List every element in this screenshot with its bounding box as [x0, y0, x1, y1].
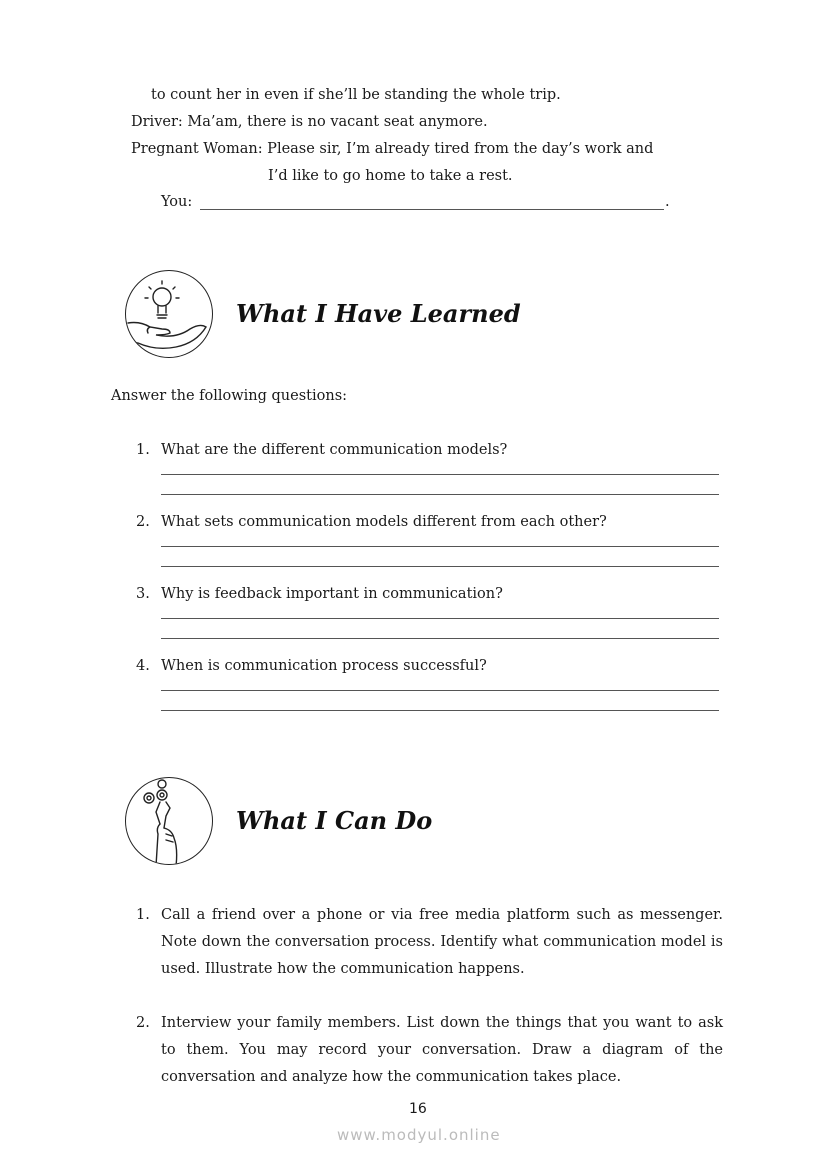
task-number: 2.: [136, 1015, 150, 1031]
answer-line[interactable]: [161, 710, 719, 711]
task-paragraph: [161, 902, 723, 983]
answer-line[interactable]: [200, 209, 664, 210]
task-line: Interview your family members. List down the things that you want to ask: [161, 1015, 723, 1031]
task-number: 1.: [136, 907, 150, 923]
section-title-can-do: What I Can Do: [236, 806, 433, 835]
answer-line-end: .: [665, 194, 670, 210]
section-title-learned: What I Have Learned: [236, 299, 521, 328]
dialogue-line: I’d like to go home to take a rest.: [268, 168, 513, 184]
question-text: When is communication process successful?: [161, 658, 487, 674]
task-line: used. Illustrate how the communication happens.: [161, 961, 525, 977]
question-number: 2.: [136, 514, 150, 530]
answer-line[interactable]: [161, 546, 719, 547]
instruction-text: Answer the following questions:: [111, 388, 348, 404]
task-line: conversation and analyze how the communication takes place.: [161, 1069, 622, 1085]
dialogue-line: Driver: Ma’am, there is no vacant seat anymore.: [131, 114, 488, 130]
task-line: Note down the conversation process. Identify what communication model is: [161, 934, 723, 950]
answer-line[interactable]: [161, 618, 719, 619]
gears-hand-icon: [125, 777, 213, 865]
question-number: 4.: [136, 658, 150, 674]
you-label: You:: [161, 194, 193, 210]
dialogue-line: Pregnant Woman: Please sir, I’m already tired from the day’s work and: [131, 141, 654, 157]
task-paragraph: [161, 1010, 723, 1091]
question-text: What are the different communication models?: [161, 442, 508, 458]
answer-line[interactable]: [161, 566, 719, 567]
watermark: www.modyul.online: [337, 1126, 501, 1144]
question-text: Why is feedback important in communication?: [161, 586, 503, 602]
task-line: Call a friend over a phone or via free media platform such as messenger.: [161, 907, 723, 923]
question-text: What sets communication models different from each other?: [161, 514, 607, 530]
task-line: to them. You may record your conversation. Draw a diagram of the: [161, 1042, 723, 1058]
answer-line[interactable]: [161, 474, 719, 475]
answer-line[interactable]: [161, 638, 719, 639]
answer-line[interactable]: [161, 690, 719, 691]
dialogue-line: to count her in even if she’ll be standing the whole trip.: [151, 87, 561, 103]
question-number: 1.: [136, 442, 150, 458]
answer-line[interactable]: [161, 494, 719, 495]
lightbulb-hand-icon: [125, 270, 213, 358]
question-number: 3.: [136, 586, 150, 602]
page-number: 16: [409, 1101, 427, 1117]
